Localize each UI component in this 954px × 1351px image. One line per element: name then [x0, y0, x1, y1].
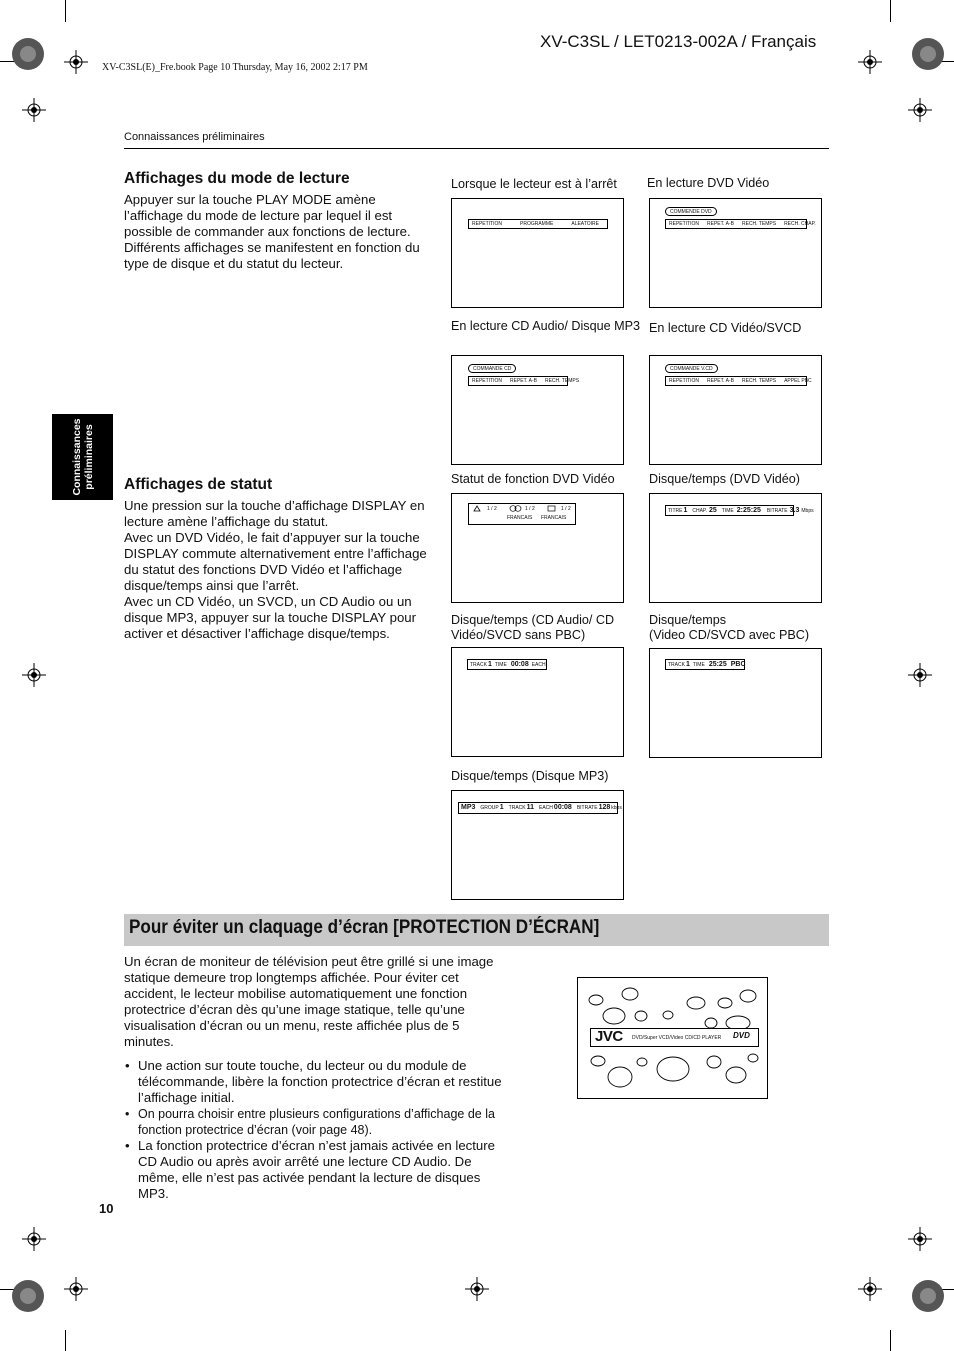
- osd-item: REPETITION: [472, 221, 503, 227]
- bitrate-label: BITRATE: [766, 507, 788, 514]
- track-label: TRACK: [470, 661, 487, 668]
- caption-mp3: Disque/temps (Disque MP3): [451, 769, 609, 783]
- caption-cd-audio: En lecture CD Audio/ Disque MP3: [451, 319, 640, 333]
- osd-item: REPETITION: [669, 378, 700, 384]
- caption-stopped: Lorsque le lecteur est à l’arrêt: [451, 177, 617, 191]
- chap-value: 25: [709, 506, 717, 514]
- crop-mark: [65, 1330, 66, 1351]
- osd-pill: COMMANDE V.CD: [665, 364, 718, 373]
- list-item: • On pourra choisir entre plusieurs configurations d’affichage de la fonction protectrice d’écran (voir page 48).: [124, 1106, 509, 1138]
- osd-bar: [665, 219, 816, 229]
- group-label: GROUP: [480, 805, 499, 811]
- osd-item: ALEATOIRE: [571, 221, 599, 227]
- side-tab: [52, 414, 113, 500]
- caption-vcd-pbc-line1: Disque/temps: [649, 613, 726, 627]
- crosshair-icon: [22, 1227, 46, 1251]
- osd-bar: [458, 802, 622, 814]
- crosshair-icon: [908, 663, 932, 687]
- title-label: TITRE: [668, 507, 683, 514]
- caption-vcd-pbc-line2: (Video CD/SVCD avec PBC): [649, 628, 810, 642]
- crosshair-icon: [858, 1277, 882, 1301]
- book-info: XV-C3SL(E)_Fre.book Page 10 Thursday, May 16, 2002 2:17 PM: [102, 62, 368, 73]
- osd-item: REPETITION: [669, 221, 700, 227]
- screen-mp3: [451, 790, 624, 900]
- osd-bar: [665, 659, 745, 670]
- mp3-label: MP3: [461, 804, 476, 811]
- screen-dvd-time: [649, 493, 822, 603]
- time-value: 2:25:25: [736, 506, 761, 514]
- time-value: 25:25: [708, 660, 727, 668]
- play-mode-section: [124, 170, 429, 272]
- bitrate-label: BITRATE: [576, 805, 598, 811]
- crosshair-icon: [22, 98, 46, 122]
- osd-bar: [468, 219, 608, 229]
- crosshair-icon: [64, 50, 88, 74]
- saver-text: DVD/Super VCD/Video CD/CD PLAYER: [632, 1035, 722, 1041]
- crosshair-icon: [908, 98, 932, 122]
- crosshair-icon: [22, 663, 46, 687]
- track-value: 1: [685, 660, 690, 668]
- osd-bar: [665, 505, 814, 516]
- section-banner: [124, 914, 829, 946]
- side-tab-line1: Connaissances: [70, 418, 83, 496]
- track-value: 11: [526, 804, 535, 811]
- osd-item: RECH. TEMPS: [741, 378, 777, 384]
- crosshair-icon: [908, 1227, 932, 1251]
- registration-target-icon: [10, 36, 46, 72]
- screen-vcd-pbc: [649, 648, 822, 758]
- protection-text: [124, 954, 509, 1202]
- screen-cd-audio: [451, 355, 624, 465]
- track-label: TRACK: [508, 805, 526, 811]
- protection-list: [124, 1058, 509, 1202]
- play-mode-title: Affichages du mode de lecture: [124, 170, 350, 187]
- osd-item: RECH. TEMPS: [544, 378, 580, 384]
- screen-vcd: [649, 355, 822, 465]
- time-label: TIME: [721, 507, 734, 514]
- status-title: Affichages de statut: [124, 476, 273, 493]
- status-para2: Avec un DVD Vidéo, le fait d’appuyer sur la touche DISPLAY commute alternativement entre l’affichage du statut des fonctions DVD Vidéo et l’affichage disque/temps ainsi que l’arrêt.: [124, 530, 427, 593]
- list-item: • La fonction protectrice d’écran n’est jamais activée en lecture CD Audio ou après avoir arrêté une lecture CD Audio. De même, elle n’est pas activée pendant la lecture de disques MP3.: [124, 1138, 509, 1202]
- side-tab-line2: préliminaires: [82, 424, 95, 490]
- time-value: 00:08: [553, 804, 572, 811]
- osd-item: REPET. A-B: [707, 221, 734, 227]
- osd-item: RECH. TEMPS: [741, 221, 777, 227]
- osd-item: APPEL PBC: [784, 378, 812, 384]
- osd-item: RECH. CHAP.: [784, 221, 816, 227]
- protection-para: Un écran de moniteur de télévision peut être grillé si une image statique demeure trop longtemps affichée. Pour éviter cet accident, le lecteur mobilise automatiquement une fonction protectrice d’écran dès qu’une image statique, telle qu’une visualisation d’écran ou un menu, reste affichée plus de 5 minutes.: [124, 954, 494, 1049]
- time-value: 00:08: [510, 660, 529, 668]
- bitrate-unit: Mbps: [801, 507, 814, 514]
- caption-dvd-status: Statut de fonction DVD Vidéo: [451, 472, 615, 486]
- status-para1: Une pression sur la touche d’affichage DISPLAY en lecture amène l’affichage du statut.: [124, 498, 425, 529]
- osd-pill: COMMANDE CD: [468, 364, 516, 373]
- status-section: [124, 476, 429, 642]
- osd-item: PROGRAMME: [520, 221, 554, 227]
- screen-saver-illustration: [577, 977, 768, 1099]
- saver-bar: [590, 1028, 759, 1047]
- bitrate-unit: kbps: [611, 805, 622, 811]
- crosshair-icon: [858, 50, 882, 74]
- caption-dvd: En lecture DVD Vidéo: [647, 176, 770, 190]
- track-value: 1: [487, 660, 492, 668]
- registration-target-icon: [910, 36, 946, 72]
- group-value: 1: [499, 804, 504, 811]
- caption-dvd-time: Disque/temps (DVD Vidéo): [649, 472, 800, 486]
- osd-pill: COMMENDE DVD: [665, 207, 717, 216]
- page-number: 10: [99, 1201, 114, 1216]
- registration-target-icon: [10, 1278, 46, 1314]
- angle-value: 1 / 2: [561, 506, 571, 512]
- mode-label: EACH: [531, 661, 546, 668]
- caption-vcd-pbc: [649, 613, 809, 643]
- each-label: EACH: [539, 805, 553, 811]
- osd-bar: [467, 659, 547, 670]
- bitrate-value: 128: [598, 804, 611, 811]
- osd-item: REPETITION: [472, 378, 503, 384]
- screen-dvd: [649, 198, 822, 308]
- crosshair-icon: [465, 1277, 489, 1301]
- lang-2: FRANCAIS: [541, 515, 567, 521]
- screen-cd-time: [451, 647, 624, 757]
- chap-label: CHAP.: [692, 507, 707, 514]
- caption-vcd: En lecture CD Vidéo/SVCD: [649, 321, 802, 335]
- crosshair-icon: [64, 1277, 88, 1301]
- osd-item: REPET. A-B: [707, 378, 734, 384]
- crop-mark: [890, 1330, 891, 1351]
- play-mode-para2: Différents affichages se manifestent en fonction du type de disque et du statut du lecteur.: [124, 240, 420, 271]
- banner-title: Pour éviter un claquage d’écran [PROTECTION D’ÉCRAN]: [129, 917, 600, 938]
- osd-item: REPET. A-B: [510, 378, 537, 384]
- document-title: XV-C3SL / LET0213-002A / Français: [540, 32, 817, 51]
- osd-bar: [468, 376, 580, 386]
- crop-mark: [890, 0, 891, 22]
- track-label: TRACK: [668, 661, 685, 668]
- screen-stopped: [451, 198, 624, 308]
- osd-bar: [665, 376, 812, 386]
- status-para3: Avec un CD Vidéo, un SVCD, un CD Audio ou un disque MP3, appuyer sur la touche DISPLAY pour activer et désactiver l’affichage disque/temps.: [124, 594, 417, 641]
- osd-status-box: [468, 503, 576, 525]
- pbc-label: PBC: [730, 660, 746, 668]
- dvd-logo: DVD: [733, 1031, 750, 1040]
- play-mode-para1: Appuyer sur la touche PLAY MODE amène l’affichage du mode de lecture par lequel il est possible de commander aux fonctions de lecture.: [124, 192, 411, 239]
- registration-target-icon: [910, 1278, 946, 1314]
- screen-dvd-status: [451, 493, 624, 603]
- crop-mark: [65, 0, 66, 22]
- list-item: • Une action sur toute touche, du lecteur ou du module de télécommande, libère la fonction protectrice d’écran et restitue l’affichage initial.: [124, 1058, 509, 1106]
- header-rule: [124, 148, 829, 149]
- section-header: Connaissances préliminaires: [124, 131, 265, 143]
- bitrate-value: 3.3: [789, 506, 800, 514]
- audio-value: 1 / 2: [487, 506, 497, 512]
- jvc-logo: JVC: [595, 1028, 623, 1045]
- audio-icon: [473, 505, 482, 515]
- time-label: TIME: [692, 661, 705, 668]
- lang-1: FRANCAIS: [507, 515, 533, 521]
- time-label: TIME: [494, 661, 507, 668]
- subtitle-value: 1 / 2: [525, 506, 535, 512]
- caption-cd-time: Disque/temps (CD Audio/ CD Vidéo/SVCD sans PBC): [451, 613, 615, 642]
- title-value: 1: [683, 506, 688, 514]
